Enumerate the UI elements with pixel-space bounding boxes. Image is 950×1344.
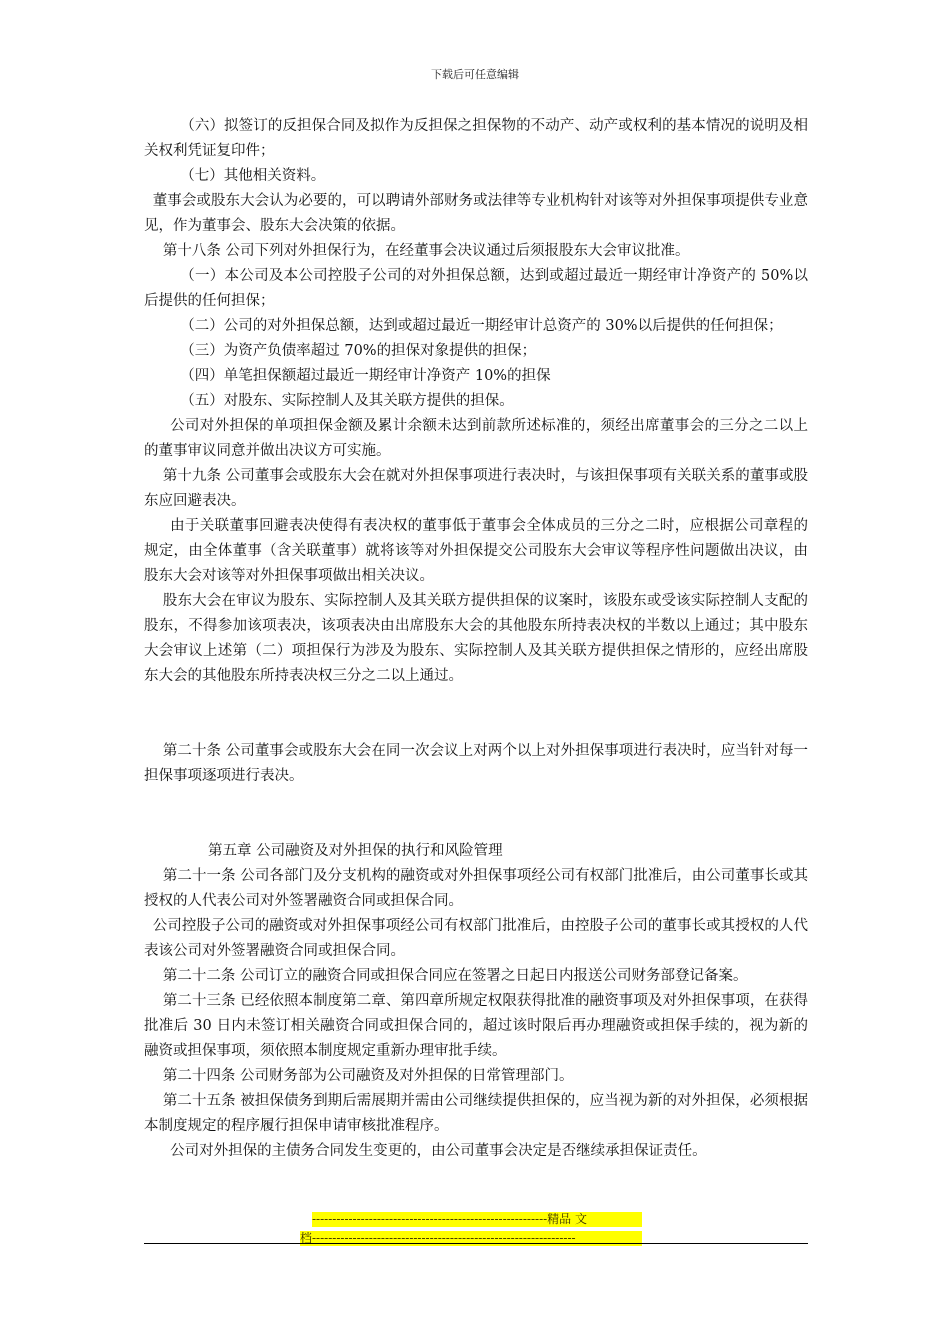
paragraph: （七）其他相关资料。: [180, 168, 326, 184]
footer-watermark: [300, 1212, 642, 1250]
paragraph: （六）拟签订的反担保合同及拟作为反担保之担保物的不动产、动产或权利的基本情况的说明及相关权利凭证复印件；: [144, 118, 808, 159]
paragraph: 第二十一条 公司各部门及分支机构的融资或对外担保事项经公司有权部门批准后，由公司董事长或其授权的人代表公司对外签署融资合同或担保合同。: [144, 868, 808, 909]
paragraph: （三）为资产负债率超过 70%的担保对象提供的担保；: [180, 343, 537, 359]
paragraph: 股东大会在审议为股东、实际控制人及其关联方提供担保的议案时，该股东或受该实际控制人支配的股东，不得参加该项表决，该项表决由出席股东大会的其他股东所持表决权的半数以上通过；其中股东大会审议上述第（二）项担保行为涉及为股东、实际控制人及其关联方提供担保之情形的，应经出席股东大会的其他股东所持表决权三分之二以上通过。: [144, 593, 808, 684]
paragraph: （四）单笔担保额超过最近一期经审计净资产 10%的担保: [180, 368, 551, 384]
footer-line-1: ----------------------------------------------------------精品 文: [312, 1212, 642, 1227]
paragraph: 第二十五条 被担保债务到期后需展期并需由公司继续提供担保的，应当视为新的对外担保，必须根据本制度规定的程序履行担保申请审核批准程序。: [144, 1093, 808, 1134]
paragraph: （一）本公司及本公司控股子公司的对外担保总额，达到或超过最近一期经审计净资产的 50%以后提供的任何担保；: [144, 268, 808, 309]
paragraph: 公司对外担保的单项担保金额及累计余额未达到前款所述标准的，须经出席董事会的三分之二以上的董事审议同意并做出决议方可实施。: [144, 418, 808, 459]
paragraph: （二）公司的对外担保总额，达到或超过最近一期经审计总资产的 30%以后提供的任何担保；: [180, 318, 783, 334]
paragraph: （五）对股东、实际控制人及其关联方提供的担保。: [180, 393, 514, 409]
document-body: [144, 114, 808, 1164]
page-header: 下载后可任意编辑: [431, 68, 519, 81]
paragraph: 第十八条 公司下列对外担保行为，在经董事会决议通过后须报股东大会审议批准。: [162, 243, 690, 259]
footer-line-2: 档-----------------------------------------------------------------: [300, 1231, 642, 1246]
paragraph: 第二十四条 公司财务部为公司融资及对外担保的日常管理部门。: [162, 1068, 574, 1084]
paragraph: 董事会或股东大会认为必要的，可以聘请外部财务或法律等专业机构针对该等对外担保事项提供专业意见，作为董事会、股东大会决策的依据。: [144, 193, 808, 234]
paragraph: 第二十二条 公司订立的融资合同或担保合同应在签署之日起日内报送公司财务部登记备案。: [162, 968, 748, 984]
footer-rule: [144, 1243, 808, 1244]
paragraph: 公司对外担保的主债务合同发生变更的，由公司董事会决定是否继续承担保证责任。: [170, 1143, 707, 1159]
paragraph: 第二十条 公司董事会或股东大会在同一次会议上对两个以上对外担保事项进行表决时，应当针对每一担保事项逐项进行表决。: [144, 743, 808, 784]
paragraph: 公司控股子公司的融资或对外担保事项经公司有权部门批准后，由控股子公司的董事长或其授权的人代表该公司对外签署融资合同或担保合同。: [144, 918, 808, 959]
chapter-heading: 第五章 公司融资及对外担保的执行和风险管理: [208, 843, 503, 859]
paragraph: 由于关联董事回避表决使得有表决权的董事低于董事会全体成员的三分之二时，应根据公司章程的规定，由全体董事（含关联董事）就将该等对外担保提交公司股东大会审议等程序性问题做出决议，由股东大会对该等对外担保事项做出相关决议。: [144, 518, 808, 584]
paragraph: 第二十三条 已经依照本制度第二章、第四章所规定权限获得批准的融资事项及对外担保事项，在获得批准后 30 日内未签订相关融资合同或担保合同的，超过该时限后再办理融资或担保手续的，视为新的融资或担保事项，须依照本制度规定重新办理审批手续。: [144, 993, 808, 1059]
paragraph: 第十九条 公司董事会或股东大会在就对外担保事项进行表决时，与该担保事项有关联关系的董事或股东应回避表决。: [144, 468, 808, 509]
